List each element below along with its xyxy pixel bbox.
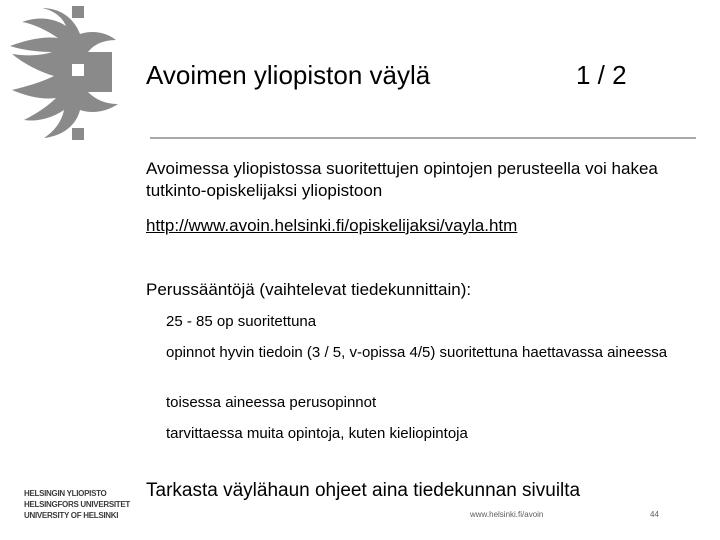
rule-item-3: toisessa aineessa perusopinnot [166, 394, 377, 411]
helsinki-university-flame-logo-icon [0, 0, 130, 150]
closing-note: Tarkasta väylähaun ohjeet aina tiedekunnan sivuilta [146, 480, 581, 501]
admission-path-link[interactable]: http://www.avoin.helsinki.fi/opiskelijaksi/vayla.htm [146, 216, 518, 235]
title-divider [150, 137, 696, 139]
footer-url: www.helsinki.fi/avoin [470, 510, 544, 519]
university-name-sv: HELSINGFORS UNIVERSITET [24, 500, 130, 509]
rule-item-2: opinnot hyvin tiedoin (3 / 5, v-opissa 4/5) suoritettuna haettavassa aineessa [166, 344, 668, 361]
page-indicator: 1 / 2 [576, 60, 627, 90]
slide-title: Avoimen yliopiston väylä [146, 60, 431, 90]
rule-item-4: tarvittaessa muita opintoja, kuten kieliopintoja [166, 425, 468, 442]
rules-heading: Perussääntöjä (vaihtelevat tiedekunnittain): [146, 280, 472, 299]
intro-text: Avoimessa yliopistossa suoritettujen opintojen perusteella voi hakea tutkinto-opiskelijaksi yliopistoon [146, 159, 658, 200]
university-name-en: UNIVERSITY OF HELSINKI [24, 511, 119, 520]
university-name-logotype [24, 488, 130, 521]
university-name-fi: HELSINGIN YLIOPISTO [24, 489, 107, 498]
footer-page-number: 44 [650, 510, 659, 519]
rule-item-1: 25 - 85 op suoritettuna [166, 313, 317, 330]
